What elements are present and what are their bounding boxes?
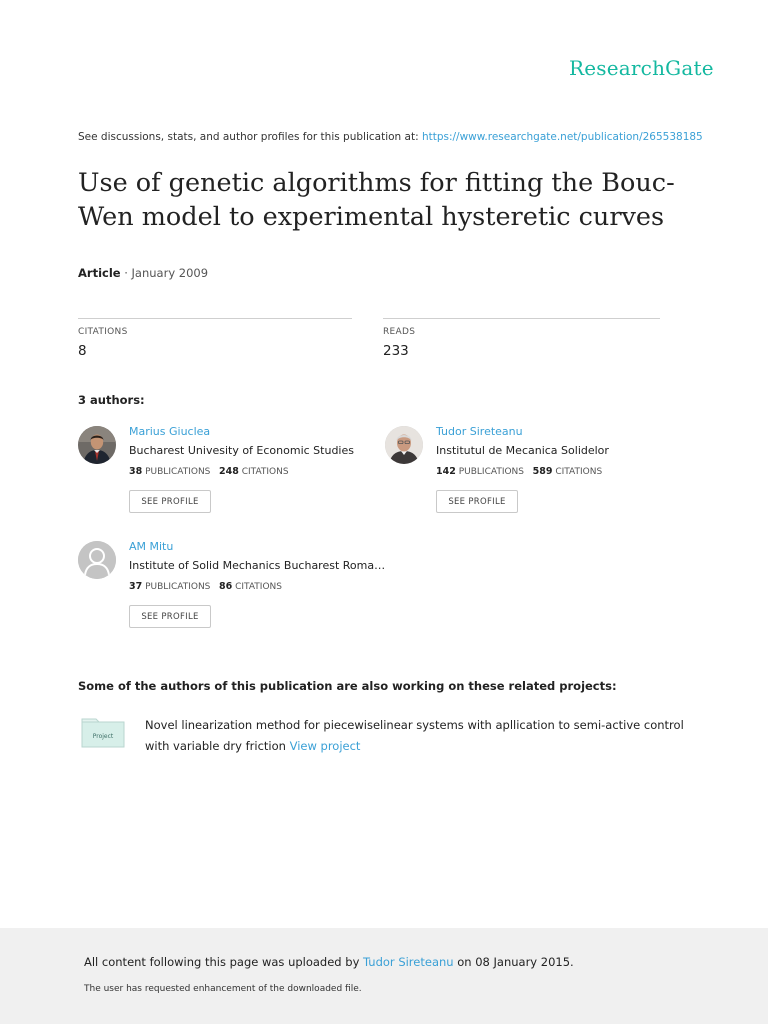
upload-suffix: on 08 January 2015.: [453, 955, 574, 969]
citations-value: 8: [78, 343, 87, 359]
citations-count: 589: [532, 466, 553, 477]
citations-count: 248: [218, 466, 239, 477]
source-line: [78, 131, 703, 143]
publications-label: PUBLICATIONS: [458, 467, 524, 477]
author-name-link[interactable]: Tudor Sireteanu: [436, 425, 523, 438]
reads-label: READS: [383, 327, 416, 337]
citations-count: 86: [218, 581, 233, 592]
citations-label: CITATIONS: [241, 467, 289, 477]
researchgate-logo[interactable]: ResearchGate: [569, 56, 714, 80]
publication-url-link[interactable]: https://www.researchgate.net/publication/265538185: [421, 131, 703, 143]
citations-label: CITATIONS: [78, 327, 128, 337]
project-folder-icon[interactable]: [81, 716, 125, 748]
avatar[interactable]: [78, 426, 116, 464]
author-stats: [129, 466, 289, 477]
publication-type: Article: [78, 266, 121, 280]
citations-label: CITATIONS: [555, 467, 603, 477]
reads-value: 233: [383, 343, 409, 359]
view-project-link[interactable]: View project: [289, 739, 361, 753]
see-profile-button[interactable]: SEE PROFILE: [129, 605, 211, 628]
author-name-link[interactable]: Marius Giuclea: [129, 425, 211, 438]
upload-notice: [84, 955, 574, 969]
publications-count: 142: [436, 466, 456, 477]
default-avatar-icon[interactable]: [78, 541, 116, 579]
projects-heading: Some of the authors of this publication are also working on these related projects:: [78, 679, 617, 693]
publications-count: 37: [129, 581, 143, 592]
authors-heading: 3 authors:: [78, 393, 145, 407]
author-name-link[interactable]: AM Mitu: [129, 540, 174, 553]
citations-label: CITATIONS: [235, 582, 282, 592]
publications-count: 38: [129, 466, 143, 477]
footer-note: The user has requested enhancement of the downloaded file.: [84, 984, 362, 994]
reads-divider: [383, 318, 660, 319]
project-description: [145, 715, 690, 757]
author-stats: [129, 581, 282, 592]
avatar[interactable]: [385, 426, 423, 464]
upload-prefix: All content following this page was uploaded by: [84, 955, 364, 969]
project-description-text: Novel linearization method for piecewiselinear systems with apllication to semi-active control with variable dry friction: [145, 718, 684, 753]
author-stats: [436, 466, 602, 477]
publication-title: Use of genetic algorithms for fitting the Bouc-Wen model to experimental hysteretic curves: [78, 168, 675, 232]
uploader-link[interactable]: Tudor Sireteanu: [363, 955, 454, 969]
footer: [0, 928, 768, 1024]
citations-divider: [78, 318, 352, 319]
author-institution: Institute of Solid Mechanics Bucharest Roma…: [129, 559, 386, 572]
publications-label: PUBLICATIONS: [145, 582, 211, 592]
author-institution: Bucharest Univesity of Economic Studies: [129, 444, 354, 457]
publication-date: · January 2009: [120, 266, 209, 280]
author-institution: Institutul de Mecanica Solidelor: [436, 444, 609, 457]
project-thumb-label: Project: [92, 733, 114, 740]
see-profile-button[interactable]: SEE PROFILE: [129, 490, 211, 513]
source-prefix: See discussions, stats, and author profiles for this publication at:: [78, 131, 422, 143]
publication-meta: [78, 266, 208, 280]
publications-label: PUBLICATIONS: [145, 467, 211, 477]
see-profile-button[interactable]: SEE PROFILE: [436, 490, 518, 513]
